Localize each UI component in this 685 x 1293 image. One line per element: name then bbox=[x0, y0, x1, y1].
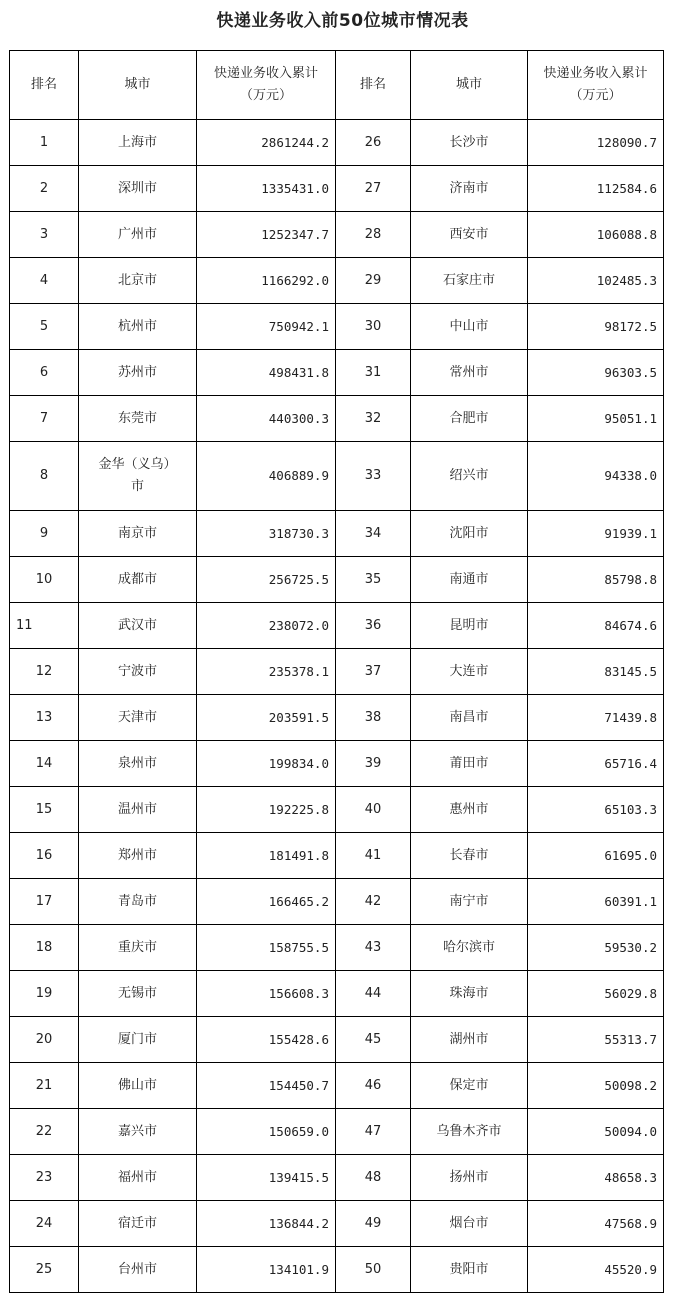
table-row bbox=[10, 649, 664, 695]
table-row bbox=[10, 603, 664, 649]
revenue-cell: 440300.3 bbox=[197, 396, 336, 442]
rank-cell: 36 bbox=[336, 603, 411, 649]
revenue-cell: 48658.3 bbox=[528, 1155, 664, 1201]
city-cell: 昆明市 bbox=[411, 603, 528, 649]
rank-cell: 4 bbox=[10, 258, 79, 304]
table-row bbox=[10, 695, 664, 741]
rank-cell: 40 bbox=[336, 787, 411, 833]
revenue-cell: 318730.3 bbox=[197, 511, 336, 557]
city-cell: 沈阳市 bbox=[411, 511, 528, 557]
city-cell: 湖州市 bbox=[411, 1017, 528, 1063]
city-cell: 泉州市 bbox=[79, 741, 197, 787]
revenue-cell: 59530.2 bbox=[528, 925, 664, 971]
city-cell: 南昌市 bbox=[411, 695, 528, 741]
header-revenue-line1: 快递业务收入累计 bbox=[543, 66, 648, 81]
page-title: 快递业务收入前50位城市情况表 bbox=[216, 11, 469, 31]
revenue-cell: 91939.1 bbox=[528, 511, 664, 557]
revenue-cell: 60391.1 bbox=[528, 879, 664, 925]
revenue-cell: 106088.8 bbox=[528, 212, 664, 258]
city-cell: 南宁市 bbox=[411, 879, 528, 925]
city-cell: 中山市 bbox=[411, 304, 528, 350]
rank-cell: 24 bbox=[10, 1201, 79, 1247]
header-city-right: 城市 bbox=[411, 51, 528, 120]
rank-cell: 29 bbox=[336, 258, 411, 304]
city-cell: 大连市 bbox=[411, 649, 528, 695]
revenue-cell: 139415.5 bbox=[197, 1155, 336, 1201]
revenue-cell: 498431.8 bbox=[197, 350, 336, 396]
revenue-cell: 47568.9 bbox=[528, 1201, 664, 1247]
revenue-cell: 112584.6 bbox=[528, 166, 664, 212]
revenue-cell: 155428.6 bbox=[197, 1017, 336, 1063]
table-row bbox=[10, 833, 664, 879]
revenue-cell: 50098.2 bbox=[528, 1063, 664, 1109]
city-cell: 温州市 bbox=[79, 787, 197, 833]
rank-cell: 42 bbox=[336, 879, 411, 925]
revenue-cell: 55313.7 bbox=[528, 1017, 664, 1063]
rank-cell: 19 bbox=[10, 971, 79, 1017]
city-cell: 厦门市 bbox=[79, 1017, 197, 1063]
revenue-cell: 94338.0 bbox=[528, 442, 664, 511]
rank-cell: 25 bbox=[10, 1247, 79, 1293]
city-cell: 天津市 bbox=[79, 695, 197, 741]
rank-cell: 12 bbox=[10, 649, 79, 695]
city-cell: 南京市 bbox=[79, 511, 197, 557]
rank-cell: 50 bbox=[336, 1247, 411, 1293]
city-name-line2: 市 bbox=[130, 479, 144, 494]
table-row bbox=[10, 971, 664, 1017]
revenue-cell: 136844.2 bbox=[197, 1201, 336, 1247]
city-cell: 哈尔滨市 bbox=[411, 925, 528, 971]
table-row bbox=[10, 1063, 664, 1109]
rank-cell: 44 bbox=[336, 971, 411, 1017]
city-cell: 乌鲁木齐市 bbox=[411, 1109, 528, 1155]
city-cell: 烟台市 bbox=[411, 1201, 528, 1247]
rank-cell: 6 bbox=[10, 350, 79, 396]
rank-cell: 31 bbox=[336, 350, 411, 396]
table-row bbox=[10, 1155, 664, 1201]
revenue-cell: 166465.2 bbox=[197, 879, 336, 925]
city-cell: 杭州市 bbox=[79, 304, 197, 350]
rank-cell: 28 bbox=[336, 212, 411, 258]
revenue-cell: 1166292.0 bbox=[197, 258, 336, 304]
city-cell: 佛山市 bbox=[79, 1063, 197, 1109]
table-row bbox=[10, 120, 664, 166]
city-cell: 宿迁市 bbox=[79, 1201, 197, 1247]
table-row bbox=[10, 879, 664, 925]
rank-cell: 32 bbox=[336, 396, 411, 442]
city-cell: 成都市 bbox=[79, 557, 197, 603]
revenue-cell: 96303.5 bbox=[528, 350, 664, 396]
city-cell: 武汉市 bbox=[79, 603, 197, 649]
city-cell: 济南市 bbox=[411, 166, 528, 212]
revenue-cell: 50094.0 bbox=[528, 1109, 664, 1155]
rank-cell: 39 bbox=[336, 741, 411, 787]
revenue-cell: 158755.5 bbox=[197, 925, 336, 971]
table-row bbox=[10, 1201, 664, 1247]
rank-cell: 27 bbox=[336, 166, 411, 212]
rank-cell: 2 bbox=[10, 166, 79, 212]
revenue-cell: 192225.8 bbox=[197, 787, 336, 833]
table-row bbox=[10, 304, 664, 350]
header-rank-left: 排名 bbox=[10, 51, 79, 120]
city-cell: 重庆市 bbox=[79, 925, 197, 971]
rank-cell: 38 bbox=[336, 695, 411, 741]
city-cell: 石家庄市 bbox=[411, 258, 528, 304]
city-revenue-table bbox=[9, 50, 664, 1293]
revenue-cell: 85798.8 bbox=[528, 557, 664, 603]
rank-cell: 7 bbox=[10, 396, 79, 442]
revenue-cell: 98172.5 bbox=[528, 304, 664, 350]
rank-cell: 1 bbox=[10, 120, 79, 166]
rank-cell: 47 bbox=[336, 1109, 411, 1155]
city-cell: 无锡市 bbox=[79, 971, 197, 1017]
rank-cell: 45 bbox=[336, 1017, 411, 1063]
city-name-line1: 金华（义乌） bbox=[98, 457, 177, 472]
rank-cell: 18 bbox=[10, 925, 79, 971]
revenue-cell: 95051.1 bbox=[528, 396, 664, 442]
revenue-cell: 156608.3 bbox=[197, 971, 336, 1017]
header-revenue-left bbox=[197, 51, 336, 120]
table-row bbox=[10, 925, 664, 971]
city-cell: 珠海市 bbox=[411, 971, 528, 1017]
rank-cell: 8 bbox=[10, 442, 79, 511]
header-revenue-line2: （万元） bbox=[239, 88, 292, 103]
rank-cell: 26 bbox=[336, 120, 411, 166]
revenue-cell: 128090.7 bbox=[528, 120, 664, 166]
revenue-cell: 181491.8 bbox=[197, 833, 336, 879]
city-cell: 郑州市 bbox=[79, 833, 197, 879]
rank-cell: 49 bbox=[336, 1201, 411, 1247]
revenue-cell: 84674.6 bbox=[528, 603, 664, 649]
revenue-cell: 406889.9 bbox=[197, 442, 336, 511]
header-revenue-line1: 快递业务收入累计 bbox=[213, 66, 318, 81]
revenue-cell: 71439.8 bbox=[528, 695, 664, 741]
table-row bbox=[10, 166, 664, 212]
revenue-cell: 203591.5 bbox=[197, 695, 336, 741]
city-cell: 青岛市 bbox=[79, 879, 197, 925]
table-row bbox=[10, 741, 664, 787]
city-cell: 南通市 bbox=[411, 557, 528, 603]
rank-cell: 5 bbox=[10, 304, 79, 350]
table-row bbox=[10, 511, 664, 557]
revenue-cell: 1252347.7 bbox=[197, 212, 336, 258]
revenue-cell: 65716.4 bbox=[528, 741, 664, 787]
rank-cell: 9 bbox=[10, 511, 79, 557]
city-cell: 长沙市 bbox=[411, 120, 528, 166]
revenue-cell: 2861244.2 bbox=[197, 120, 336, 166]
table-row bbox=[10, 1109, 664, 1155]
city-cell: 福州市 bbox=[79, 1155, 197, 1201]
table-row bbox=[10, 442, 664, 511]
city-cell: 莆田市 bbox=[411, 741, 528, 787]
table-row bbox=[10, 350, 664, 396]
revenue-cell: 256725.5 bbox=[197, 557, 336, 603]
revenue-cell: 154450.7 bbox=[197, 1063, 336, 1109]
table-header-row bbox=[10, 51, 664, 120]
rank-cell: 30 bbox=[336, 304, 411, 350]
rank-cell: 10 bbox=[10, 557, 79, 603]
table-row bbox=[10, 396, 664, 442]
city-cell bbox=[79, 442, 197, 511]
city-cell: 绍兴市 bbox=[411, 442, 528, 511]
table-row bbox=[10, 1247, 664, 1293]
city-cell: 苏州市 bbox=[79, 350, 197, 396]
revenue-cell: 134101.9 bbox=[197, 1247, 336, 1293]
revenue-cell: 199834.0 bbox=[197, 741, 336, 787]
revenue-cell: 65103.3 bbox=[528, 787, 664, 833]
table-row bbox=[10, 258, 664, 304]
rank-cell: 3 bbox=[10, 212, 79, 258]
city-cell: 台州市 bbox=[79, 1247, 197, 1293]
city-cell: 嘉兴市 bbox=[79, 1109, 197, 1155]
city-cell: 惠州市 bbox=[411, 787, 528, 833]
header-rank-right: 排名 bbox=[336, 51, 411, 120]
city-cell: 北京市 bbox=[79, 258, 197, 304]
table-row bbox=[10, 1017, 664, 1063]
revenue-cell: 56029.8 bbox=[528, 971, 664, 1017]
rank-cell: 15 bbox=[10, 787, 79, 833]
rank-cell: 21 bbox=[10, 1063, 79, 1109]
rank-cell: 46 bbox=[336, 1063, 411, 1109]
revenue-cell: 102485.3 bbox=[528, 258, 664, 304]
header-revenue-right bbox=[528, 51, 664, 120]
city-cell: 贵阳市 bbox=[411, 1247, 528, 1293]
rank-cell: 48 bbox=[336, 1155, 411, 1201]
revenue-cell: 61695.0 bbox=[528, 833, 664, 879]
table-row bbox=[10, 787, 664, 833]
rank-cell: 41 bbox=[336, 833, 411, 879]
table-row bbox=[10, 557, 664, 603]
revenue-cell: 45520.9 bbox=[528, 1247, 664, 1293]
rank-cell: 20 bbox=[10, 1017, 79, 1063]
city-cell: 合肥市 bbox=[411, 396, 528, 442]
revenue-cell: 750942.1 bbox=[197, 304, 336, 350]
rank-cell: 34 bbox=[336, 511, 411, 557]
city-cell: 长春市 bbox=[411, 833, 528, 879]
rank-cell: 22 bbox=[10, 1109, 79, 1155]
header-revenue-line2: （万元） bbox=[569, 88, 622, 103]
rank-cell: 43 bbox=[336, 925, 411, 971]
rank-cell: 13 bbox=[10, 695, 79, 741]
city-cell: 保定市 bbox=[411, 1063, 528, 1109]
city-cell: 西安市 bbox=[411, 212, 528, 258]
city-cell: 广州市 bbox=[79, 212, 197, 258]
revenue-cell: 83145.5 bbox=[528, 649, 664, 695]
header-city-left: 城市 bbox=[79, 51, 197, 120]
revenue-cell: 150659.0 bbox=[197, 1109, 336, 1155]
city-cell: 东莞市 bbox=[79, 396, 197, 442]
city-cell: 扬州市 bbox=[411, 1155, 528, 1201]
rank-cell: 37 bbox=[336, 649, 411, 695]
city-cell: 深圳市 bbox=[79, 166, 197, 212]
city-cell: 常州市 bbox=[411, 350, 528, 396]
rank-cell: 16 bbox=[10, 833, 79, 879]
city-cell: 宁波市 bbox=[79, 649, 197, 695]
revenue-cell: 1335431.0 bbox=[197, 166, 336, 212]
rank-cell: 14 bbox=[10, 741, 79, 787]
revenue-cell: 238072.0 bbox=[197, 603, 336, 649]
rank-cell: 33 bbox=[336, 442, 411, 511]
rank-cell: 11 bbox=[10, 603, 79, 649]
revenue-cell: 235378.1 bbox=[197, 649, 336, 695]
table-row bbox=[10, 212, 664, 258]
rank-cell: 17 bbox=[10, 879, 79, 925]
rank-cell: 23 bbox=[10, 1155, 79, 1201]
city-cell: 上海市 bbox=[79, 120, 197, 166]
rank-cell: 35 bbox=[336, 557, 411, 603]
